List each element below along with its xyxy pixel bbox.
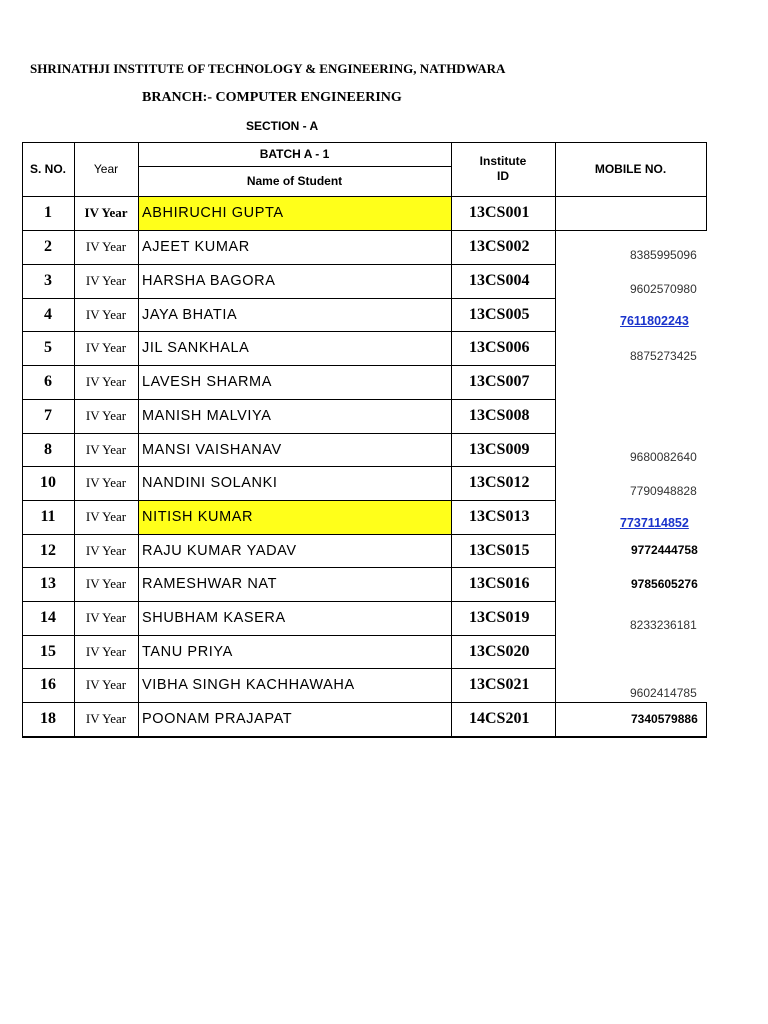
row-year: IV Year: [84, 205, 128, 220]
row-student-name: JIL SANKHALA: [142, 340, 250, 356]
grid-line-h: [22, 466, 556, 467]
row-institute-id: 13CS006: [469, 339, 530, 356]
grid-line-h: [22, 365, 556, 366]
row-sno: 1: [44, 204, 52, 221]
row-institute-id: 13CS001: [469, 204, 530, 221]
grid-line-v: [74, 142, 75, 737]
grid-line-v: [706, 702, 707, 737]
grid-line-h: [22, 399, 556, 400]
mobile-number: 8233236181: [630, 618, 697, 632]
row-institute-id: 13CS013: [469, 508, 530, 525]
row-year: IV Year: [85, 374, 127, 389]
mobile-number: 8875273425: [630, 349, 697, 363]
row-institute-id: 13CS019: [469, 609, 530, 626]
row-student-name: VIBHA SINGH KACHHAWAHA: [142, 677, 355, 693]
grid-line-h: [22, 567, 556, 568]
row-institute-id: 13CS004: [469, 272, 530, 289]
grid-line-h: [22, 230, 556, 231]
row-institute-id: 13CS015: [469, 541, 530, 559]
grid-line-v: [22, 142, 23, 737]
row-year: IV Year: [85, 711, 127, 726]
row-sno: 16: [40, 676, 56, 693]
grid-line-h: [22, 534, 556, 535]
header-sno: S. NO.: [29, 161, 66, 176]
branch-title: BRANCH:- COMPUTER ENGINEERING: [142, 90, 402, 105]
row-sno: 10: [40, 474, 56, 491]
grid-line-v: [138, 142, 139, 737]
row-student-name: POONAM PRAJAPAT: [142, 711, 293, 727]
mobile-number: 8385995096: [630, 248, 697, 262]
row-sno: 3: [44, 272, 52, 289]
row-year: IV Year: [85, 576, 127, 591]
row-year: IV Year: [85, 239, 127, 254]
row-institute-id: 13CS005: [469, 305, 530, 323]
mobile-number[interactable]: 7737114852: [620, 516, 689, 530]
row-student-name: RAMESHWAR NAT: [142, 576, 278, 592]
row-student-name: SHUBHAM KASERA: [142, 610, 286, 626]
row-student-name: AJEET KUMAR: [142, 239, 250, 255]
row-year: IV Year: [85, 273, 127, 288]
row-year: IV Year: [85, 441, 127, 457]
row-student-name: MANSI VAISHANAV: [142, 441, 282, 458]
grid-line-v: [706, 142, 707, 231]
row-year: IV Year: [85, 306, 127, 322]
row-year: IV Year: [85, 610, 127, 625]
mobile-number: 9772444758: [631, 543, 698, 557]
row-year: IV Year: [85, 475, 127, 490]
row-student-name: NITISH KUMAR: [142, 509, 254, 525]
row-sno: 12: [40, 541, 56, 559]
grid-line-h: [22, 668, 556, 669]
row-year: IV Year: [85, 408, 127, 423]
row-year: IV Year: [85, 509, 127, 524]
row-institute-id: 13CS016: [469, 575, 530, 592]
row-institute-id: 13CS008: [469, 407, 530, 424]
row-year: IV Year: [85, 643, 127, 659]
mobile-number: 9680082640: [630, 450, 697, 464]
row-student-name: MANISH MALVIYA: [142, 408, 272, 424]
header-name: Name of Student: [246, 173, 343, 188]
row-student-name: TANU PRIYA: [142, 643, 233, 660]
row-student-name: RAJU KUMAR YADAV: [142, 542, 297, 559]
header-batch: BATCH A - 1: [259, 146, 330, 161]
header-mobile: MOBILE NO.: [594, 161, 667, 176]
grid-line-v: [555, 142, 556, 737]
grid-line-h: [22, 500, 556, 501]
row-sno: 5: [44, 339, 52, 356]
mobile-number: 9785605276: [631, 577, 698, 591]
row-student-name: NANDINI SOLANKI: [142, 475, 278, 491]
row-sno: 6: [44, 373, 52, 390]
row-year: IV Year: [85, 340, 127, 355]
grid-line-h: [22, 264, 556, 265]
grid-line-h: [555, 230, 707, 231]
row-institute-id: 14CS201: [469, 710, 530, 727]
college-title: SHRINATHJI INSTITUTE OF TECHNOLOGY & ENGINEERING, NATHDWARA: [30, 61, 506, 76]
row-institute-id: 13CS002: [469, 238, 530, 255]
row-sno: 11: [40, 508, 56, 525]
row-institute-id: 13CS021: [469, 676, 530, 693]
mobile-number: 7340579886: [631, 712, 698, 726]
header-institute-id: Institute ID: [479, 154, 527, 183]
row-sno: 2: [44, 238, 52, 255]
row-institute-id: 13CS012: [469, 474, 530, 491]
row-student-name: LAVESH SHARMA: [142, 374, 273, 390]
grid-line-h: [138, 166, 452, 167]
grid-line-h: [22, 142, 707, 143]
row-sno: 18: [40, 710, 56, 727]
grid-line-h: [22, 635, 556, 636]
grid-line-v: [451, 142, 452, 737]
mobile-number: 9602570980: [630, 282, 697, 296]
grid-line-h: [22, 331, 556, 332]
row-student-name: JAYA BHATIA: [142, 306, 238, 323]
grid-line-h: [22, 736, 707, 738]
row-institute-id: 13CS020: [469, 642, 530, 660]
row-student-name: ABHIRUCHI GUPTA: [142, 205, 284, 221]
row-sno: 15: [40, 642, 56, 660]
header-year: Year: [93, 161, 119, 176]
row-student-name: HARSHA BAGORA: [142, 273, 276, 289]
row-year: IV Year: [85, 677, 127, 692]
row-sno: 8: [44, 440, 52, 458]
row-institute-id: 13CS007: [469, 373, 530, 390]
grid-line-h: [22, 433, 556, 434]
grid-line-h: [22, 702, 707, 703]
grid-line-h: [22, 298, 556, 299]
mobile-number: 7790948828: [630, 484, 697, 498]
row-institute-id: 13CS009: [469, 440, 530, 458]
mobile-number: 9602414785: [630, 686, 697, 700]
row-sno: 13: [40, 575, 56, 592]
mobile-number[interactable]: 7611802243: [620, 314, 689, 328]
row-sno: 7: [44, 407, 52, 424]
grid-line-h: [22, 601, 556, 602]
grid-line-h: [22, 196, 707, 197]
row-sno: 4: [44, 305, 52, 323]
section-title: SECTION - A: [246, 119, 319, 133]
row-year: IV Year: [85, 542, 127, 558]
row-sno: 14: [40, 609, 56, 626]
